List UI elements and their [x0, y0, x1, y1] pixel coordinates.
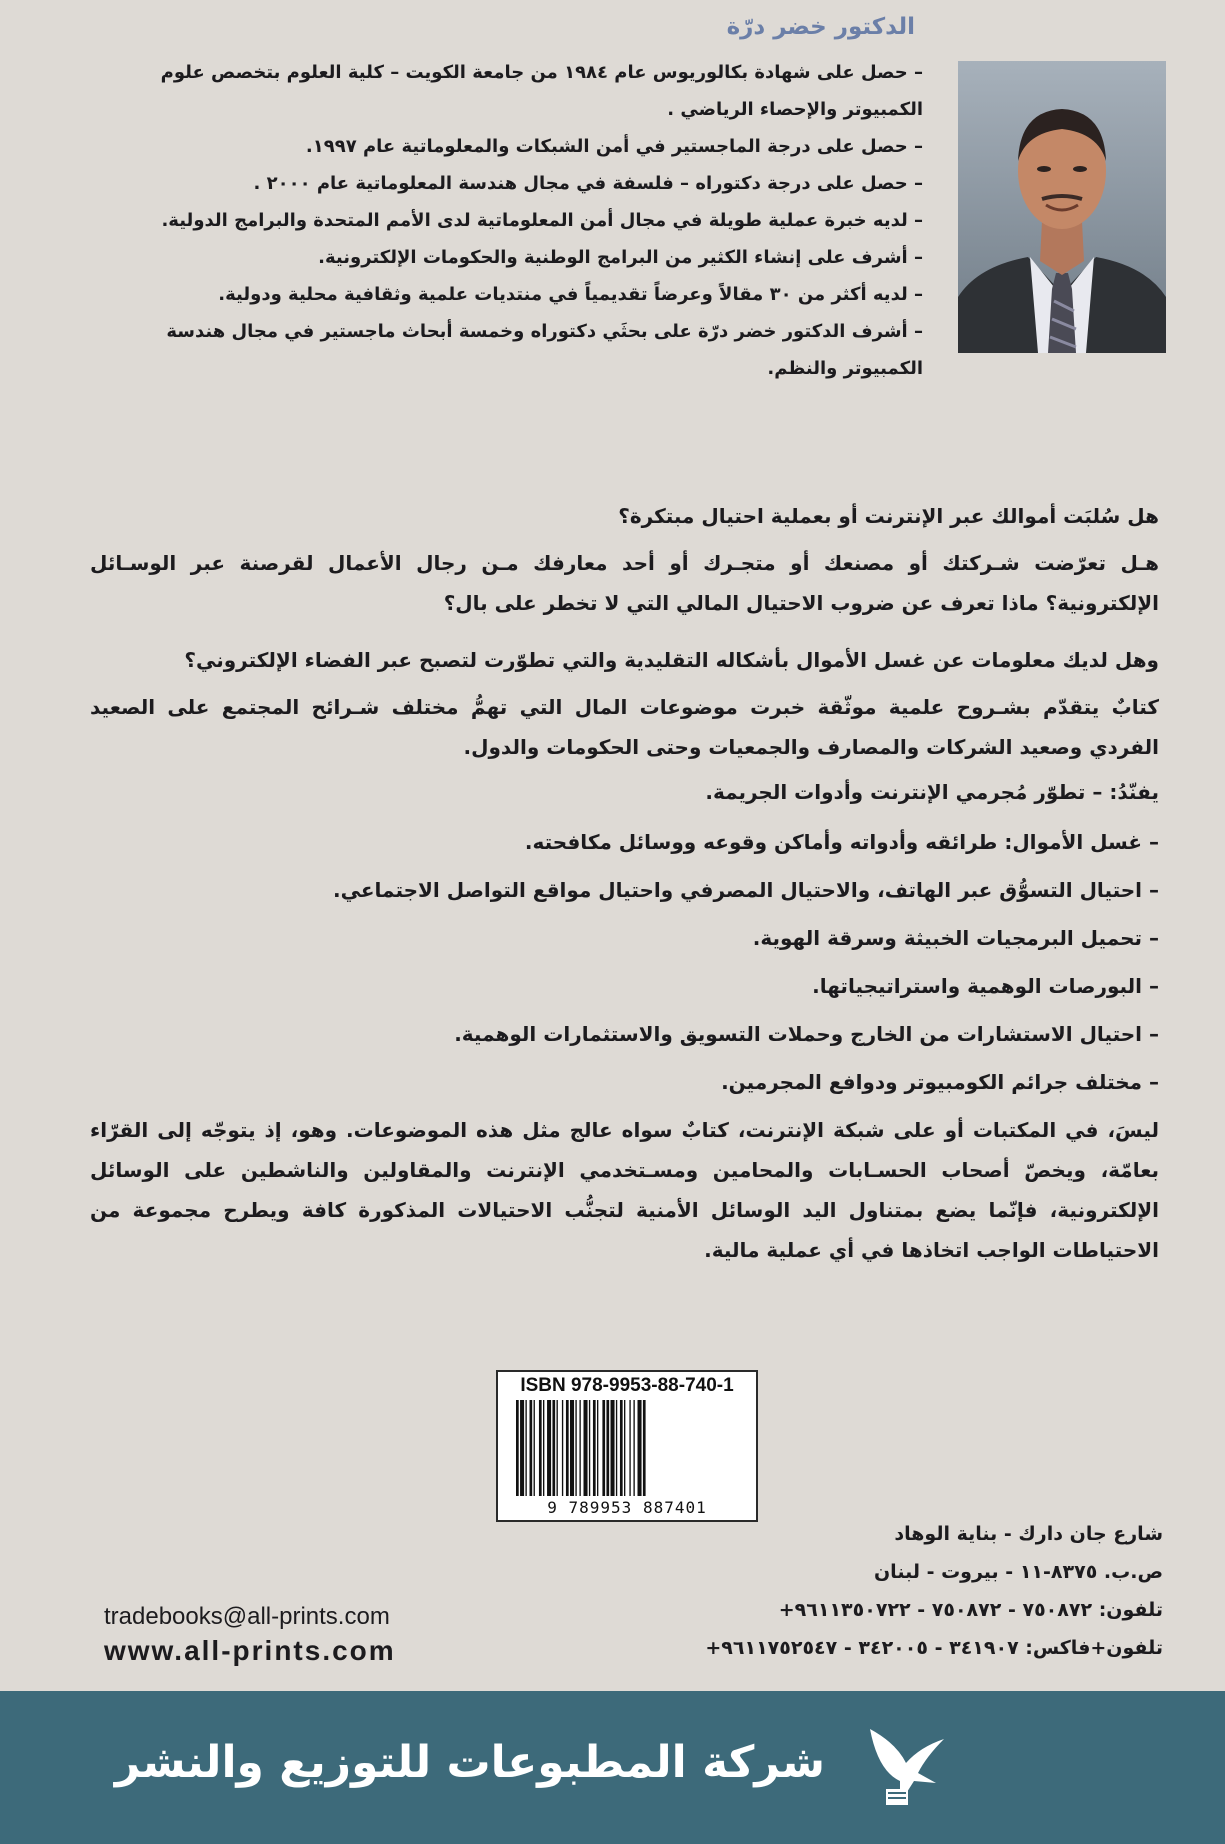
barcode-bar: [547, 1400, 551, 1496]
barcode-bar: [543, 1400, 544, 1496]
publisher-footer-band: [0, 1691, 1225, 1844]
blurb-question-3: وهل لديك معلومات عن غسل الأموال بأشكاله التقليدية والتي تطوّرت لتصبح عبر الفضاء الإلكتروني؟: [184, 648, 1159, 672]
bio-item: – حصل على شهادة بكالوريوس عام ١٩٨٤ من جامعة الكويت – كلية العلوم بتخصص علوم الكمبيوتر والإحصاء الرياضي .: [160, 62, 923, 120]
isbn-digits: 9 789953 887401: [547, 1498, 707, 1517]
barcode-bar: [557, 1400, 558, 1496]
barcode-bar: [570, 1400, 574, 1496]
barcode-bar: [606, 1400, 609, 1496]
barcode-bar: [597, 1400, 598, 1496]
author-portrait-icon: [958, 61, 1166, 353]
barcode-bar: [562, 1400, 563, 1496]
isbn-label: ISBN 978-9953-88-740-1: [520, 1375, 734, 1396]
barcode-bar: [638, 1400, 642, 1496]
bio-item: – لديه خبرة عملية طويلة في مجال أمن المعلوماتية لدى الأمم المتحدة والبرامج الدولية.: [161, 210, 923, 231]
barcode-bar: [589, 1400, 590, 1496]
publisher-email: tradebooks@all-prints.com: [104, 1603, 390, 1630]
topic-item: – تحميل البرمجيات الخبيثة وسرقة الهوية.: [752, 926, 1159, 950]
topic-item: – مختلف جرائم الكومبيوتر ودوافع المجرمين.: [721, 1070, 1159, 1094]
phone-fax-line: تلفون+فاكس: ٣٤١٩٠٧ - ٣٤٢٠٠٥ - ٩٦١١٧٥٢٥٤٧+: [705, 1637, 1163, 1659]
publisher-address: [683, 1515, 1163, 1667]
barcode-bar: [611, 1400, 615, 1496]
barcode-bar: [552, 1400, 555, 1496]
barcode-bar: [593, 1400, 596, 1496]
bio-item: – حصل على درجة دكتوراه – فلسفة في مجال هندسة المعلوماتية عام ٢٠٠٠ .: [253, 173, 923, 194]
publisher-website: www.all-prints.com: [104, 1635, 396, 1666]
bird-logo-icon: [860, 1723, 950, 1809]
barcode-bar: [584, 1400, 588, 1496]
barcode-bar: [624, 1400, 625, 1496]
blurb-question-2: هـل تعرّضت شـركتك أو مصنعك أو متجـرك أو أحد معارفك مـن رجال الأعمال لقرصنة عبر الوسـائل الإلكترونية؟ ماذا تعرف عن ضروب الاحتيال المالي التي لا تخطر على بال؟: [90, 551, 1159, 615]
barcode-bar: [643, 1400, 646, 1496]
blurb-question-1: هل سُلبَت أموالك عبر الإنترنت أو بعملية احتيال مبتكرة؟: [618, 504, 1159, 528]
phone-line: تلفون: ٧٥٠٨٧٢ - ٧٥٠٨٧٢ - ٩٦١١٣٥٠٧٢٢+: [778, 1599, 1163, 1621]
barcode-bar: [534, 1400, 535, 1496]
author-photo: [958, 61, 1166, 353]
blurb-description: كتابٌ يتقدّم بشـروح علمية موثّقة خبرت موضوعات المال التي تهمُّ مختلف شـرائح المجتمع على الصعيد الفردي وصعيد الشركات والمصارف والجمعيات وحتى الحكومات والدول.: [90, 695, 1159, 759]
publisher-name: شركة المطبوعات للتوزيع والنشر: [114, 1737, 825, 1788]
address-line: شارع جان دارك - بناية الوهاد: [894, 1523, 1163, 1545]
barcode-bar: [516, 1400, 519, 1496]
barcode-bar: [620, 1400, 623, 1496]
blurb-closing: ليسَ، في المكتبات أو على شبكة الإنترنت، كتابٌ سواه عالج مثل هذه الموضوعات. وهو، إذ يتوجّه إلى القرّاء بعامّة، ويخصّ أصحاب الحسـابات والمحامين ومسـتخدمي الإنترنت والمقاولين والناشطين على الوسائل الإلكترونية، فإنّما يضع بمتناول اليد الوسائل الأمنية لتجنُّب الاحتيالات المذكورة كافة ويطرح مجموعة من الاحتياطات الواجب اتخاذها في أي عملية مالية.: [90, 1118, 1159, 1262]
isbn-barcode-box: [496, 1370, 758, 1522]
barcode-bar: [616, 1400, 617, 1496]
barcode-bar: [575, 1400, 576, 1496]
bio-item: – حصل على درجة الماجستير في أمن الشبكات والمعلوماتية عام ١٩٩٧.: [305, 136, 923, 157]
barcode-bar: [539, 1400, 542, 1496]
bio-item: – أشرف الدكتور خضر درّة على بحثَي دكتوراه وخمسة أبحاث ماجستير في مجال هندسة الكمبيوتر والنظم.: [166, 321, 923, 379]
barcode-bar: [520, 1400, 524, 1496]
bio-item: – أشرف على إنشاء الكثير من البرامج الوطنية والحكومات الإلكترونية.: [318, 247, 923, 268]
barcode-bar: [566, 1400, 569, 1496]
barcode-bar: [633, 1400, 634, 1496]
barcode-bar: [525, 1400, 526, 1496]
topic-item: – احتيال الاستشارات من الخارج وحملات التسويق والاستثمارات الوهمية.: [454, 1022, 1159, 1046]
author-bio-list: [91, 54, 923, 387]
bio-item: – لديه أكثر من ٣٠ مقالاً وعرضاً تقديمياً في منتديات علمية وثقافية محلية ودولية.: [218, 284, 923, 305]
barcode-bar: [629, 1400, 630, 1496]
topic-item: – البورصات الوهمية واستراتيجياتها.: [812, 974, 1159, 998]
barcode-bar: [530, 1400, 533, 1496]
topics-heading: يفنّدُ: – تطوّر مُجرمي الإنترنت وأدوات الجريمة.: [705, 780, 1159, 804]
barcode-icon: [516, 1400, 742, 1496]
barcode-bar: [602, 1400, 605, 1496]
address-line: ص.ب. ٨٣٧٥-١١ - بيروت - لبنان: [873, 1561, 1163, 1583]
topic-item: – غسل الأموال: طرائقه وأدواته وأماكن وقوعه ووسائل مكافحته.: [524, 830, 1159, 854]
author-name: الدكتور خضر درّة: [726, 14, 915, 40]
topics-list: [119, 822, 1159, 1110]
topic-item: – احتيال التسوُّق عبر الهاتف، والاحتيال المصرفي واحتيال مواقع التواصل الاجتماعي.: [333, 878, 1159, 902]
barcode-bar: [579, 1400, 580, 1496]
